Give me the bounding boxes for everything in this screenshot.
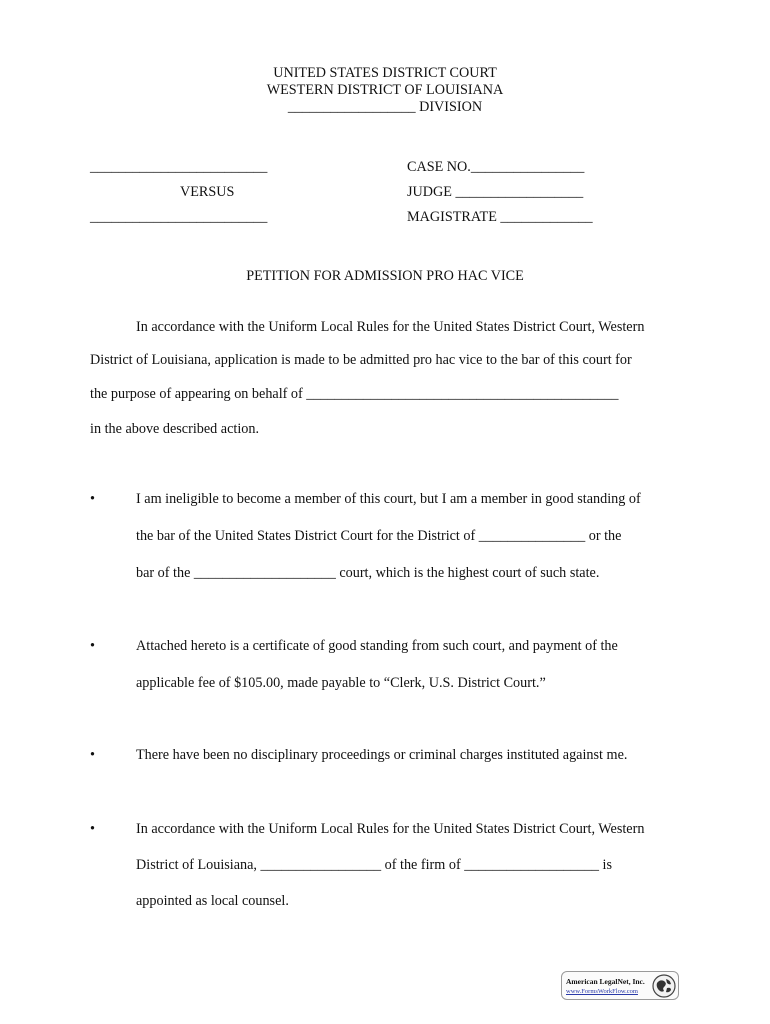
intro-line-4: in the above described action. — [90, 421, 260, 437]
globe-logo-icon — [652, 974, 676, 998]
bullet-2-line-1: Attached hereto is a certificate of good standing from such court, and payment of the — [136, 638, 618, 654]
badge-url-link[interactable]: www.FormsWorkFlow.com — [566, 988, 638, 995]
bullet-2-line-2: applicable fee of $105.00, made payable to “Clerk, U.S. District Court.” — [136, 675, 546, 691]
judge-field[interactable]: JUDGE __________________ — [407, 184, 584, 200]
bullet-marker: • — [90, 747, 95, 763]
bullet-3-line-1: There have been no disciplinary proceedings or criminal charges instituted against me. — [136, 747, 628, 763]
magistrate-field[interactable]: MAGISTRATE _____________ — [407, 209, 593, 225]
intro-line-1: In accordance with the Uniform Local Rules for the United States District Court, Western — [136, 319, 645, 335]
intro-line-2: District of Louisiana, application is made to be admitted pro hac vice to the bar of this court for — [90, 352, 632, 368]
bullet-4-line-1: In accordance with the Uniform Local Rules for the United States District Court, Western — [136, 821, 645, 837]
bullet-marker: • — [90, 638, 95, 654]
versus-label: VERSUS — [180, 184, 235, 200]
bullet-1-line-3: bar of the ____________________ court, which is the highest court of such state. — [136, 565, 600, 581]
court-name: UNITED STATES DISTRICT COURT — [273, 65, 497, 81]
intro-line-3: the purpose of appearing on behalf of ____________________________________________ — [90, 386, 619, 402]
defendant-blank[interactable]: _________________________ — [90, 209, 268, 225]
badge-company-name: American LegalNet, Inc. — [566, 977, 645, 986]
bullet-marker: • — [90, 821, 95, 837]
plaintiff-blank[interactable]: _________________________ — [90, 159, 268, 175]
document-title: PETITION FOR ADMISSION PRO HAC VICE — [246, 268, 524, 284]
bullet-4-line-2: District of Louisiana, _________________ of the firm of ___________________ is — [136, 857, 613, 873]
bullet-4-line-3: appointed as local counsel. — [136, 893, 289, 909]
bullet-1-line-1: I am ineligible to become a member of this court, but I am a member in good standing of — [136, 491, 641, 507]
district-name: WESTERN DISTRICT OF LOUISIANA — [266, 82, 504, 98]
bullet-marker: • — [90, 491, 95, 507]
footer-badge[interactable] — [561, 971, 679, 1000]
case-number-field[interactable]: CASE NO.________________ — [407, 159, 585, 175]
bullet-1-line-2: the bar of the United States District Court for the District of _______________ or the — [136, 528, 622, 544]
division-line: __________________ DIVISION — [287, 99, 483, 115]
